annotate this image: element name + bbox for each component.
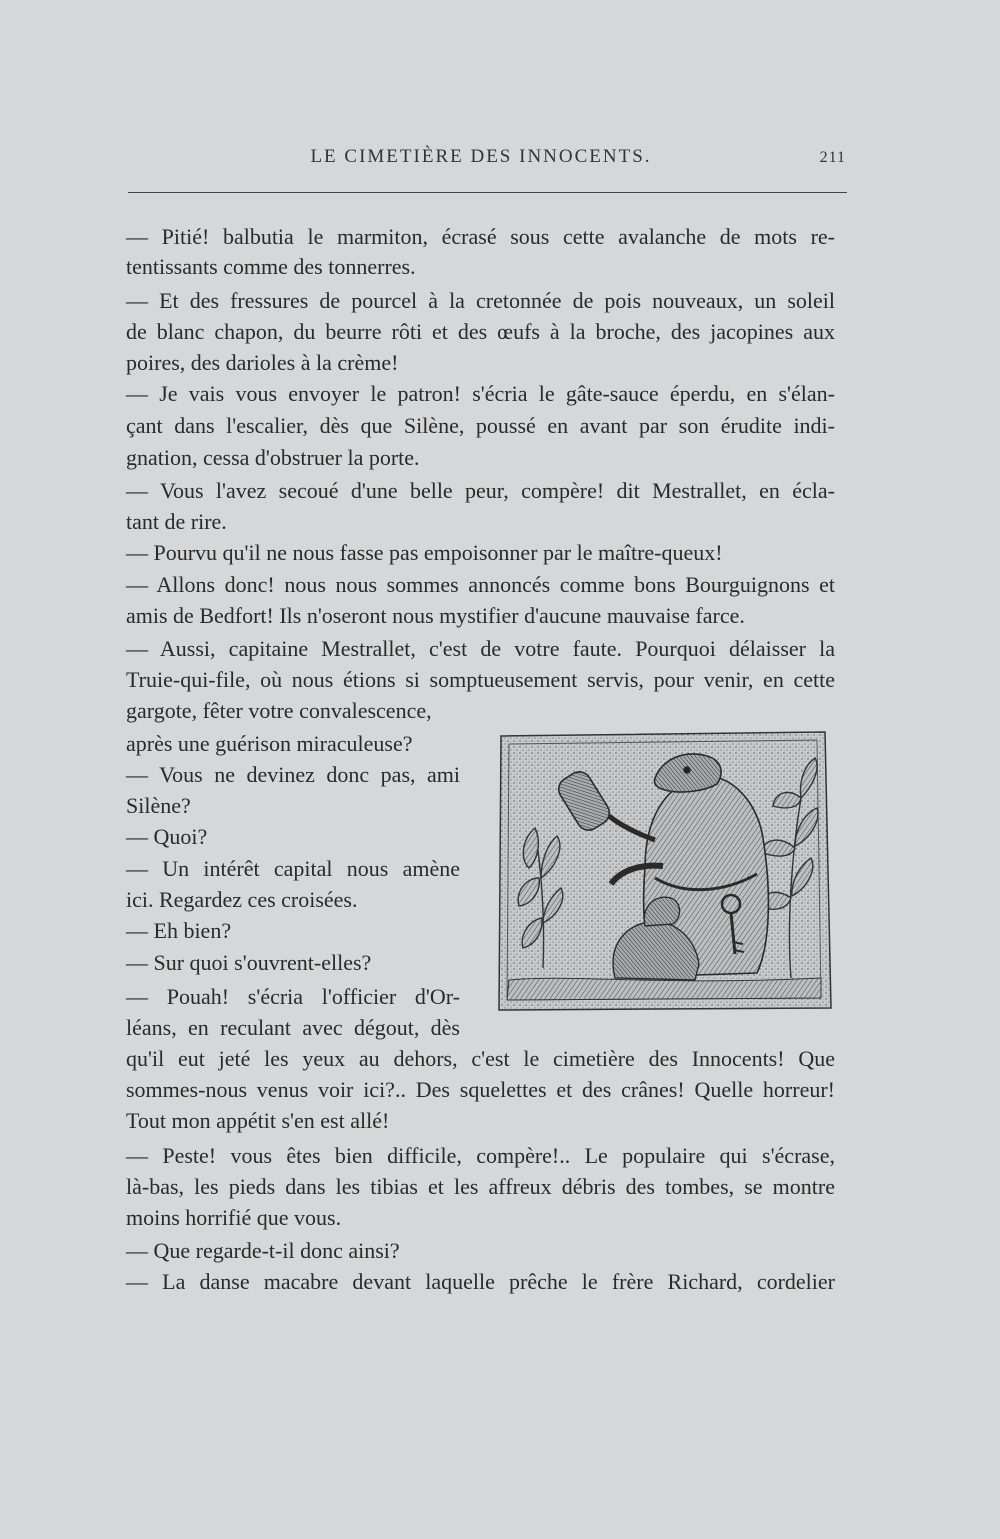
text-line: — Sur quoi s'ouvrent-elles? <box>126 950 372 975</box>
header-rule <box>128 192 847 193</box>
text-line: — Pitié! balbutia le marmiton, écrasé sous cette avalanche de mots re- <box>126 224 835 249</box>
text-line: moins horrifié que vous. <box>126 1205 342 1230</box>
text-line: sommes-nous venus voir ici?.. Des squelettes et des crânes! Quelle horreur! <box>126 1077 835 1102</box>
text-line: gargote, fêter votre convalescence, <box>126 698 432 723</box>
page-header <box>128 146 846 176</box>
running-title: LE CIMETIÈRE DES INNOCENTS. <box>310 146 652 167</box>
text-line: — Vous ne devinez donc pas, ami <box>126 762 460 787</box>
text-line: ici. Regardez ces croisées. <box>126 887 358 912</box>
text-line: poires, des darioles à la crème! <box>126 350 399 375</box>
text-line: — Je vais vous envoyer le patron! s'écria le gâte-sauce éperdu, en s'élan- <box>126 381 835 406</box>
text-line: Silène? <box>126 793 191 818</box>
text-line: — Quoi? <box>126 824 208 849</box>
text-line: — Vous l'avez secoué d'une belle peur, compère! dit Mestrallet, en écla- <box>126 478 835 503</box>
text-line: — Pouah! s'écria l'officier d'Or- <box>126 984 460 1009</box>
text-line: qu'il eut jeté les yeux au dehors, c'est le cimetière des Innocents! Que <box>126 1046 835 1071</box>
text-line: après une guérison miraculeuse? <box>126 731 413 756</box>
text-line: là-bas, les pieds dans les tibias et les affreux débris des tombes, se montre <box>126 1174 835 1199</box>
text-line: léans, en reculant avec dégout, dès <box>126 1015 460 1040</box>
text-line: — Pourvu qu'il ne nous fasse pas empoisonner par le maître-queux! <box>126 540 723 565</box>
text-line: tentissants comme des tonnerres. <box>126 254 416 279</box>
text-line: — Que regarde-t-il donc ainsi? <box>126 1238 400 1263</box>
page-number: 211 <box>819 149 846 166</box>
text-line: — Aussi, capitaine Mestrallet, c'est de votre faute. Pourquoi délaisser la <box>126 636 835 661</box>
text-line: — Eh bien? <box>126 918 232 943</box>
engraving-illustration <box>495 728 835 1014</box>
text-line: — La danse macabre devant laquelle prêche le frère Richard, cordelier <box>126 1269 835 1294</box>
text-line: gnation, cessa d'obstruer la porte. <box>126 445 420 470</box>
text-line: tant de rire. <box>126 509 227 534</box>
text-line: — Et des fressures de pourcel à la cretonnée de pois nouveaux, un soleil <box>126 288 835 313</box>
text-line: çant dans l'escalier, dès que Silène, poussé en avant par son érudite indi- <box>126 413 835 438</box>
text-line: Truie-qui-file, où nous étions si somptueusement servis, pour venir, en cette <box>126 667 835 692</box>
text-line: — Peste! vous êtes bien difficile, compère!.. Le populaire qui s'écrase, <box>126 1143 835 1168</box>
text-line: — Allons donc! nous nous sommes annoncés comme bons Bourguignons et <box>126 572 835 597</box>
text-line: amis de Bedfort! Ils n'oseront nous mystifier d'aucune mauvaise farce. <box>126 603 745 628</box>
text-line: — Un intérêt capital nous amène <box>126 856 460 881</box>
text-line: de blanc chapon, du beurre rôti et des œufs à la broche, des jacopines aux <box>126 319 835 344</box>
text-line: Tout mon appétit s'en est allé! <box>126 1108 390 1133</box>
